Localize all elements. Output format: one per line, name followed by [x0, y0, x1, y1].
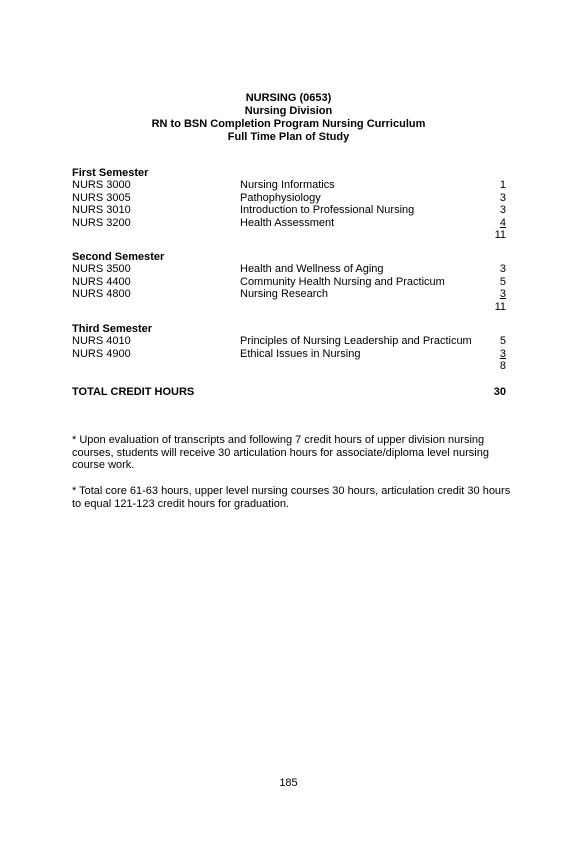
course-code: NURS 4010	[72, 335, 131, 348]
total-label: TOTAL CREDIT HOURS	[72, 386, 195, 398]
course-name: Ethical Issues in Nursing	[240, 347, 361, 360]
course-row	[72, 192, 506, 204]
course-row	[72, 335, 506, 347]
course-hours-value: 3	[499, 288, 506, 301]
course-hours	[476, 348, 506, 360]
course-row	[72, 288, 506, 300]
course-name: Pathophysiology	[240, 191, 321, 204]
document-header	[0, 92, 577, 144]
course-name: Health Assessment	[240, 216, 335, 229]
semester-subtotal: 8	[499, 360, 506, 373]
course-code: NURS 3010	[72, 204, 131, 217]
course-code: NURS 3000	[72, 179, 131, 192]
course-hours: 5	[499, 335, 506, 348]
page-number: 185	[279, 777, 298, 789]
course-name: Nursing Research	[240, 288, 329, 301]
course-name: Health and Wellness of Aging	[240, 263, 384, 276]
course-row	[72, 263, 506, 275]
course-name: Introduction to Professional Nursing	[240, 204, 415, 217]
total-credit-hours	[72, 386, 506, 398]
semester-title: First Semester	[72, 167, 149, 179]
course-row	[72, 348, 506, 360]
semester-subtotal: 11	[494, 300, 506, 313]
course-hours: 1	[499, 179, 506, 192]
semester-title: Third Semester	[72, 323, 153, 335]
course-hours-value: 4	[499, 216, 506, 229]
course-name: Nursing Informatics	[240, 179, 335, 192]
course-hours: 3	[499, 191, 506, 204]
course-hours: 5	[499, 275, 506, 288]
course-name: Principles of Nursing Leadership and Practicum	[240, 335, 472, 348]
course-hours: 3	[499, 263, 506, 276]
semester-subtotal: 11	[494, 228, 506, 241]
course-code: NURS 4800	[72, 288, 131, 301]
course-code: NURS 4900	[72, 347, 131, 360]
semester-second	[72, 251, 506, 313]
course-code: NURS 3005	[72, 191, 131, 204]
header-line-3: RN to BSN Completion Program Nursing Curriculum	[151, 118, 426, 130]
course-hours-value: 3	[499, 347, 506, 360]
header-line-2: Nursing Division	[244, 105, 333, 117]
course-row	[72, 204, 506, 216]
footnote-articulation: * Upon evaluation of transcripts and following 7 credit hours of upper division nursing courses, students will receive 30 articulation hours for associate/diploma level nursing course work.	[72, 434, 489, 472]
semester-title: Second Semester	[72, 251, 165, 263]
course-row	[72, 276, 506, 288]
course-hours	[476, 288, 506, 300]
footnote-total-core: * Total core 61-63 hours, upper level nursing courses 30 hours, articulation credit 30 hours to equal 121-123 credit hours for graduation.	[72, 485, 511, 510]
semester-first	[72, 167, 506, 241]
header-line-1: NURSING (0653)	[245, 92, 332, 104]
course-code: NURS 4400	[72, 275, 131, 288]
course-hours: 3	[499, 204, 506, 217]
semester-third	[72, 323, 506, 373]
course-row	[72, 217, 506, 229]
course-hours	[476, 217, 506, 229]
header-line-4: Full Time Plan of Study	[227, 131, 350, 143]
total-value: 30	[493, 386, 506, 398]
course-code: NURS 3500	[72, 263, 131, 276]
course-row	[72, 179, 506, 191]
course-code: NURS 3200	[72, 216, 131, 229]
course-name: Community Health Nursing and Practicum	[240, 275, 445, 288]
